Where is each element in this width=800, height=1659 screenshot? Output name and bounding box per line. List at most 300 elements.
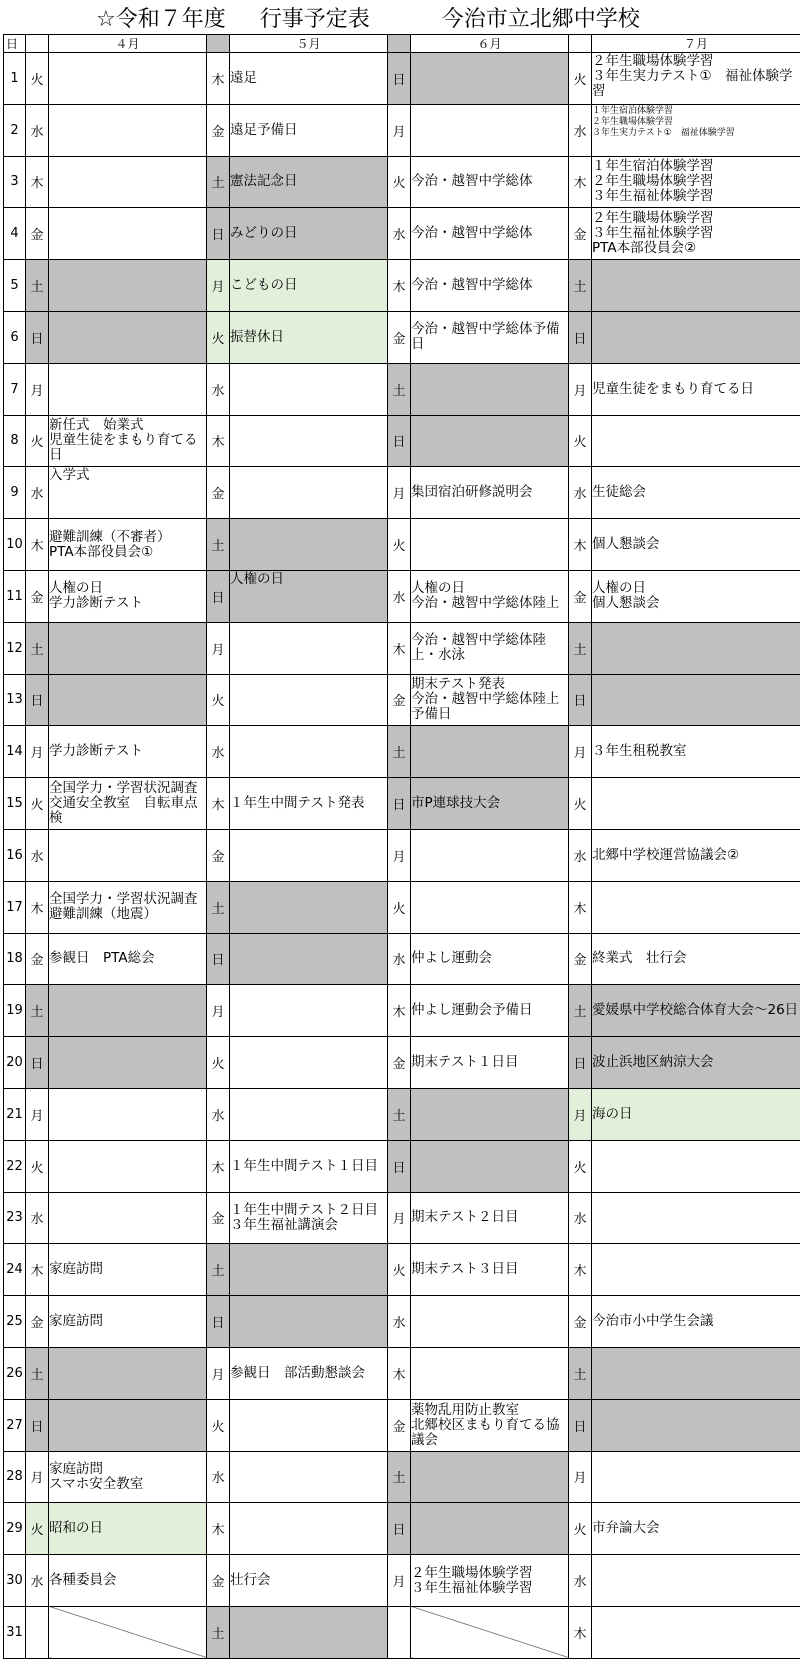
- header-weekday-may: [207, 35, 230, 53]
- weekday-jun: 月: [388, 1192, 411, 1244]
- weekday-jul: 日: [569, 1037, 592, 1089]
- event-apr: [49, 363, 207, 415]
- header-weekday-jul: [569, 35, 592, 53]
- schedule-body: [4, 53, 800, 1659]
- weekday-apr: 木: [26, 881, 49, 933]
- event-may: [230, 1399, 388, 1451]
- day-number: 13: [4, 674, 26, 726]
- schedule-table: [3, 34, 800, 1659]
- weekday-apr: 火: [26, 778, 49, 830]
- table-row: [4, 881, 800, 933]
- table-row: [4, 1140, 800, 1192]
- day-number: 24: [4, 1244, 26, 1296]
- weekday-jun: 土: [388, 1451, 411, 1503]
- weekday-jun: 火: [388, 519, 411, 571]
- event-jun: [411, 104, 569, 156]
- event-may: [230, 363, 388, 415]
- weekday-apr: 木: [26, 519, 49, 571]
- day-number: 26: [4, 1347, 26, 1399]
- weekday-may: 月: [207, 1347, 230, 1399]
- event-may: [230, 1037, 388, 1089]
- event-jul: [592, 1347, 800, 1399]
- event-may: １年生中間テスト２日目 ３年生福祉講演会: [230, 1192, 388, 1244]
- event-may: [230, 1606, 388, 1658]
- day-number: 30: [4, 1555, 26, 1607]
- weekday-jul: 土: [569, 1347, 592, 1399]
- weekday-apr: 金: [26, 1296, 49, 1348]
- table-row: [4, 1244, 800, 1296]
- table-row: [4, 311, 800, 363]
- table-row: [4, 1399, 800, 1451]
- event-apr: [49, 260, 207, 312]
- event-jul: 個人懇談会: [592, 519, 800, 571]
- weekday-may: 月: [207, 622, 230, 674]
- weekday-may: 木: [207, 53, 230, 105]
- day-number: 22: [4, 1140, 26, 1192]
- event-apr: [49, 674, 207, 726]
- weekday-jun: 水: [388, 570, 411, 622]
- weekday-jul: 火: [569, 1503, 592, 1555]
- weekday-apr: 日: [26, 674, 49, 726]
- event-jul: 市弁論大会: [592, 1503, 800, 1555]
- weekday-jul: 月: [569, 363, 592, 415]
- weekday-may: 火: [207, 311, 230, 363]
- event-apr: 全国学力・学習状況調査 交通安全教室 自転車点検: [49, 778, 207, 830]
- weekday-jul: 火: [569, 1140, 592, 1192]
- day-number: 10: [4, 519, 26, 571]
- event-jul: ３年生租税教室: [592, 726, 800, 778]
- day-number: 4: [4, 208, 26, 260]
- event-apr: [49, 1140, 207, 1192]
- header-month-jun: ６月: [411, 35, 569, 53]
- table-row: [4, 104, 800, 156]
- table-row: [4, 985, 800, 1037]
- weekday-jul: 木: [569, 1606, 592, 1658]
- weekday-may: 土: [207, 156, 230, 208]
- weekday-jun: 日: [388, 1140, 411, 1192]
- weekday-jul: 土: [569, 622, 592, 674]
- weekday-apr: 火: [26, 1503, 49, 1555]
- header-weekday-jun: [388, 35, 411, 53]
- day-number: 3: [4, 156, 26, 208]
- weekday-jul: 日: [569, 674, 592, 726]
- event-apr: 家庭訪問: [49, 1244, 207, 1296]
- weekday-may: 金: [207, 829, 230, 881]
- event-jun: [411, 519, 569, 571]
- table-row: [4, 1606, 800, 1658]
- weekday-apr: 水: [26, 467, 49, 519]
- event-jul: [592, 260, 800, 312]
- weekday-jul: 金: [569, 570, 592, 622]
- table-row: [4, 53, 800, 105]
- weekday-apr: 日: [26, 1399, 49, 1451]
- weekday-apr: 月: [26, 726, 49, 778]
- weekday-jul: 水: [569, 829, 592, 881]
- weekday-jun: 日: [388, 1503, 411, 1555]
- table-row: [4, 363, 800, 415]
- table-row: [4, 829, 800, 881]
- table-row: [4, 1451, 800, 1503]
- weekday-apr: 金: [26, 570, 49, 622]
- weekday-jul: 日: [569, 1399, 592, 1451]
- event-jun: 市P連球技大会: [411, 778, 569, 830]
- event-may: [230, 467, 388, 519]
- event-may: １年生中間テスト１日目: [230, 1140, 388, 1192]
- weekday-jul: 金: [569, 208, 592, 260]
- weekday-may: 月: [207, 985, 230, 1037]
- weekday-may: 火: [207, 674, 230, 726]
- event-jul: 生徒総会: [592, 467, 800, 519]
- title-year: ☆令和７年度: [96, 6, 226, 32]
- event-jul: １年生宿泊体験学習 ２年生職場体験学習 ３年生実力テスト① 福祉体験学習: [592, 104, 800, 156]
- day-number: 25: [4, 1296, 26, 1348]
- header-day: 日: [4, 35, 26, 53]
- weekday-jun: 金: [388, 674, 411, 726]
- weekday-apr: 水: [26, 104, 49, 156]
- event-may: 遠足: [230, 53, 388, 105]
- event-may: 遠足予備日: [230, 104, 388, 156]
- event-jul: [592, 622, 800, 674]
- event-jun: 今治・越智中学総体陸上・水泳: [411, 622, 569, 674]
- weekday-may: 日: [207, 570, 230, 622]
- weekday-may: 金: [207, 1192, 230, 1244]
- event-jun: [411, 363, 569, 415]
- weekday-may: 水: [207, 1451, 230, 1503]
- event-jun: [411, 415, 569, 467]
- day-number: 31: [4, 1606, 26, 1658]
- event-jun: [411, 1451, 569, 1503]
- table-row: [4, 156, 800, 208]
- weekday-jun: 木: [388, 260, 411, 312]
- event-jun: 今治・越智中学総体予備日: [411, 311, 569, 363]
- table-row: [4, 1347, 800, 1399]
- table-row: [4, 933, 800, 985]
- event-jul: ２年生職場体験学習 ３年生実力テスト① 福祉体験学習: [592, 53, 800, 105]
- weekday-apr: 火: [26, 1140, 49, 1192]
- event-jul: 波止浜地区納涼大会: [592, 1037, 800, 1089]
- weekday-jun: 火: [388, 881, 411, 933]
- empty-date-apr: [49, 1606, 207, 1658]
- weekday-apr: 日: [26, 311, 49, 363]
- event-may: [230, 985, 388, 1037]
- event-may: [230, 415, 388, 467]
- weekday-jul: 木: [569, 881, 592, 933]
- event-jul: １年生宿泊体験学習 ２年生職場体験学習 ３年生福祉体験学習: [592, 156, 800, 208]
- day-number: 16: [4, 829, 26, 881]
- weekday-jun: 月: [388, 467, 411, 519]
- weekday-jul: 月: [569, 1451, 592, 1503]
- weekday-jun: 水: [388, 933, 411, 985]
- weekday-may: 火: [207, 1037, 230, 1089]
- weekday-jun: 木: [388, 622, 411, 674]
- weekday-may: 日: [207, 208, 230, 260]
- event-jun: [411, 726, 569, 778]
- table-row: [4, 726, 800, 778]
- weekday-jul: 月: [569, 726, 592, 778]
- weekday-jun: 土: [388, 1088, 411, 1140]
- event-jun: [411, 1347, 569, 1399]
- event-jun: [411, 1140, 569, 1192]
- event-jul: ２年生職場体験学習 ３年生福祉体験学習 PTA本部役員会②: [592, 208, 800, 260]
- weekday-apr: 水: [26, 1555, 49, 1607]
- event-jun: ２年生職場体験学習 ３年生福祉体験学習: [411, 1555, 569, 1607]
- weekday-may: 金: [207, 467, 230, 519]
- day-number: 15: [4, 778, 26, 830]
- day-number: 2: [4, 104, 26, 156]
- weekday-jul: 木: [569, 519, 592, 571]
- event-jun: 今治・越智中学総体: [411, 156, 569, 208]
- day-number: 5: [4, 260, 26, 312]
- table-row: [4, 519, 800, 571]
- event-may: [230, 1451, 388, 1503]
- event-apr: [49, 1192, 207, 1244]
- table-row: [4, 1192, 800, 1244]
- event-may: １年生中間テスト発表: [230, 778, 388, 830]
- weekday-jul: 金: [569, 933, 592, 985]
- event-jul: [592, 778, 800, 830]
- event-jul: [592, 1555, 800, 1607]
- event-jun: [411, 881, 569, 933]
- weekday-jul: 火: [569, 53, 592, 105]
- weekday-may: 月: [207, 260, 230, 312]
- event-jul: [592, 1399, 800, 1451]
- event-apr: [49, 622, 207, 674]
- weekday-may: 水: [207, 363, 230, 415]
- table-row: [4, 415, 800, 467]
- header-month-apr: ４月: [49, 35, 207, 53]
- event-may: [230, 674, 388, 726]
- weekday-jul: 水: [569, 467, 592, 519]
- weekday-jul: 日: [569, 311, 592, 363]
- event-may: [230, 1088, 388, 1140]
- day-number: 19: [4, 985, 26, 1037]
- weekday-may: 土: [207, 1606, 230, 1658]
- weekday-may: 火: [207, 1399, 230, 1451]
- event-apr: 人権の日 学力診断テスト: [49, 570, 207, 622]
- weekday-may: 日: [207, 933, 230, 985]
- weekday-apr: 木: [26, 156, 49, 208]
- event-may: みどりの日: [230, 208, 388, 260]
- event-jul: [592, 1244, 800, 1296]
- weekday-jun: 金: [388, 1399, 411, 1451]
- weekday-jun: 土: [388, 363, 411, 415]
- event-apr: 家庭訪問: [49, 1296, 207, 1348]
- event-apr: [49, 53, 207, 105]
- event-apr: 新任式 始業式 児童生徒をまもり育てる日: [49, 415, 207, 467]
- weekday-jul: 水: [569, 1192, 592, 1244]
- event-apr: 昭和の日: [49, 1503, 207, 1555]
- event-may: [230, 622, 388, 674]
- weekday-may: 土: [207, 881, 230, 933]
- day-number: 28: [4, 1451, 26, 1503]
- title-doc: 行事予定表: [259, 6, 370, 32]
- event-apr: 全国学力・学習状況調査 避難訓練（地震）: [49, 881, 207, 933]
- table-row: [4, 570, 800, 622]
- weekday-jun: 日: [388, 415, 411, 467]
- event-jun: 期末テスト３日目: [411, 1244, 569, 1296]
- event-jul: [592, 881, 800, 933]
- table-row: [4, 622, 800, 674]
- empty-date-jun: [411, 1606, 569, 1658]
- day-number: 8: [4, 415, 26, 467]
- weekday-may: 木: [207, 1503, 230, 1555]
- page-title: [0, 0, 800, 34]
- weekday-apr: 金: [26, 208, 49, 260]
- event-jun: 期末テスト発表 今治・越智中学総体陸上予備日: [411, 674, 569, 726]
- weekday-jun: 日: [388, 53, 411, 105]
- weekday-jun: 火: [388, 156, 411, 208]
- weekday-jun: 金: [388, 311, 411, 363]
- day-number: 17: [4, 881, 26, 933]
- weekday-jun: 金: [388, 1037, 411, 1089]
- day-number: 7: [4, 363, 26, 415]
- event-apr: [49, 1399, 207, 1451]
- weekday-may: 水: [207, 726, 230, 778]
- weekday-apr: 土: [26, 985, 49, 1037]
- event-may: こどもの日: [230, 260, 388, 312]
- weekday-apr: 土: [26, 622, 49, 674]
- weekday-may: 金: [207, 104, 230, 156]
- event-may: 振替休日: [230, 311, 388, 363]
- day-number: 6: [4, 311, 26, 363]
- event-jun: 集団宿泊研修説明会: [411, 467, 569, 519]
- event-may: 参観日 部活動懇談会: [230, 1347, 388, 1399]
- title-school: 今治市立北郷中学校: [441, 6, 640, 32]
- day-number: 12: [4, 622, 26, 674]
- weekday-jun: 月: [388, 1555, 411, 1607]
- day-number: 9: [4, 467, 26, 519]
- weekday-may: 木: [207, 415, 230, 467]
- weekday-apr: 火: [26, 53, 49, 105]
- event-jun: 期末テスト１日目: [411, 1037, 569, 1089]
- event-jul: [592, 415, 800, 467]
- table-row: [4, 1037, 800, 1089]
- event-may: 壮行会: [230, 1555, 388, 1607]
- weekday-jul: 木: [569, 156, 592, 208]
- weekday-may: 土: [207, 1244, 230, 1296]
- day-number: 21: [4, 1088, 26, 1140]
- event-may: 人権の日: [230, 570, 388, 622]
- event-apr: 各種委員会: [49, 1555, 207, 1607]
- weekday-may: 木: [207, 778, 230, 830]
- event-may: [230, 829, 388, 881]
- weekday-apr: 月: [26, 1088, 49, 1140]
- weekday-may: 土: [207, 519, 230, 571]
- day-number: 18: [4, 933, 26, 985]
- event-may: [230, 1296, 388, 1348]
- table-row: [4, 778, 800, 830]
- event-jul: 海の日: [592, 1088, 800, 1140]
- day-number: 27: [4, 1399, 26, 1451]
- table-row: [4, 674, 800, 726]
- event-jun: 今治・越智中学総体: [411, 260, 569, 312]
- weekday-jun: 水: [388, 1296, 411, 1348]
- weekday-apr: 月: [26, 363, 49, 415]
- event-may: [230, 519, 388, 571]
- event-apr: [49, 156, 207, 208]
- weekday-apr: 水: [26, 829, 49, 881]
- event-apr: 入学式: [49, 467, 207, 519]
- event-may: [230, 1503, 388, 1555]
- event-jul: [592, 1606, 800, 1658]
- weekday-apr: 金: [26, 933, 49, 985]
- event-apr: 参観日 PTA総会: [49, 933, 207, 985]
- weekday-jun: 木: [388, 1347, 411, 1399]
- event-may: [230, 1244, 388, 1296]
- header-weekday-apr: [26, 35, 49, 53]
- event-jul: 北郷中学校運営協議会②: [592, 829, 800, 881]
- table-row: [4, 1296, 800, 1348]
- event-jun: [411, 1503, 569, 1555]
- weekday-jun: 日: [388, 778, 411, 830]
- weekday-jul: 火: [569, 778, 592, 830]
- event-jun: [411, 1296, 569, 1348]
- weekday-jun: [388, 1606, 411, 1658]
- day-number: 29: [4, 1503, 26, 1555]
- weekday-jul: 火: [569, 415, 592, 467]
- event-apr: 学力診断テスト: [49, 726, 207, 778]
- table-row: [4, 467, 800, 519]
- table-row: [4, 1555, 800, 1607]
- event-may: [230, 726, 388, 778]
- day-number: 20: [4, 1037, 26, 1089]
- weekday-jun: 水: [388, 208, 411, 260]
- event-jul: [592, 674, 800, 726]
- weekday-jun: 土: [388, 726, 411, 778]
- weekday-jun: 月: [388, 104, 411, 156]
- weekday-may: 金: [207, 1555, 230, 1607]
- event-jun: [411, 1088, 569, 1140]
- event-apr: [49, 1347, 207, 1399]
- weekday-apr: 土: [26, 1347, 49, 1399]
- weekday-apr: 火: [26, 415, 49, 467]
- weekday-apr: 水: [26, 1192, 49, 1244]
- event-jun: 今治・越智中学総体: [411, 208, 569, 260]
- header-row: [4, 35, 800, 53]
- table-row: [4, 260, 800, 312]
- event-jun: 期末テスト２日目: [411, 1192, 569, 1244]
- event-jun: [411, 829, 569, 881]
- weekday-jun: 木: [388, 985, 411, 1037]
- table-row: [4, 1088, 800, 1140]
- weekday-jul: 土: [569, 260, 592, 312]
- event-jun: [411, 53, 569, 105]
- event-apr: [49, 208, 207, 260]
- event-jul: 今治市小中学生会議: [592, 1296, 800, 1348]
- event-apr: [49, 1037, 207, 1089]
- weekday-jun: 月: [388, 829, 411, 881]
- event-jul: 児童生徒をまもり育てる日: [592, 363, 800, 415]
- event-apr: 家庭訪問 スマホ安全教室: [49, 1451, 207, 1503]
- event-jun: 仲よし運動会: [411, 933, 569, 985]
- weekday-may: 水: [207, 1088, 230, 1140]
- day-number: 11: [4, 570, 26, 622]
- event-apr: 避難訓練（不審者） PTA本部役員会①: [49, 519, 207, 571]
- weekday-jul: 水: [569, 104, 592, 156]
- weekday-apr: [26, 1606, 49, 1658]
- event-jul: 人権の日 個人懇談会: [592, 570, 800, 622]
- weekday-apr: 月: [26, 1451, 49, 1503]
- weekday-jul: 木: [569, 1244, 592, 1296]
- weekday-jul: 金: [569, 1296, 592, 1348]
- table-row: [4, 1503, 800, 1555]
- event-jul: 愛媛県中学校総合体育大会～26日: [592, 985, 800, 1037]
- event-jun: 仲よし運動会予備日: [411, 985, 569, 1037]
- weekday-apr: 木: [26, 1244, 49, 1296]
- event-may: [230, 881, 388, 933]
- event-jul: [592, 311, 800, 363]
- header-month-may: ５月: [230, 35, 388, 53]
